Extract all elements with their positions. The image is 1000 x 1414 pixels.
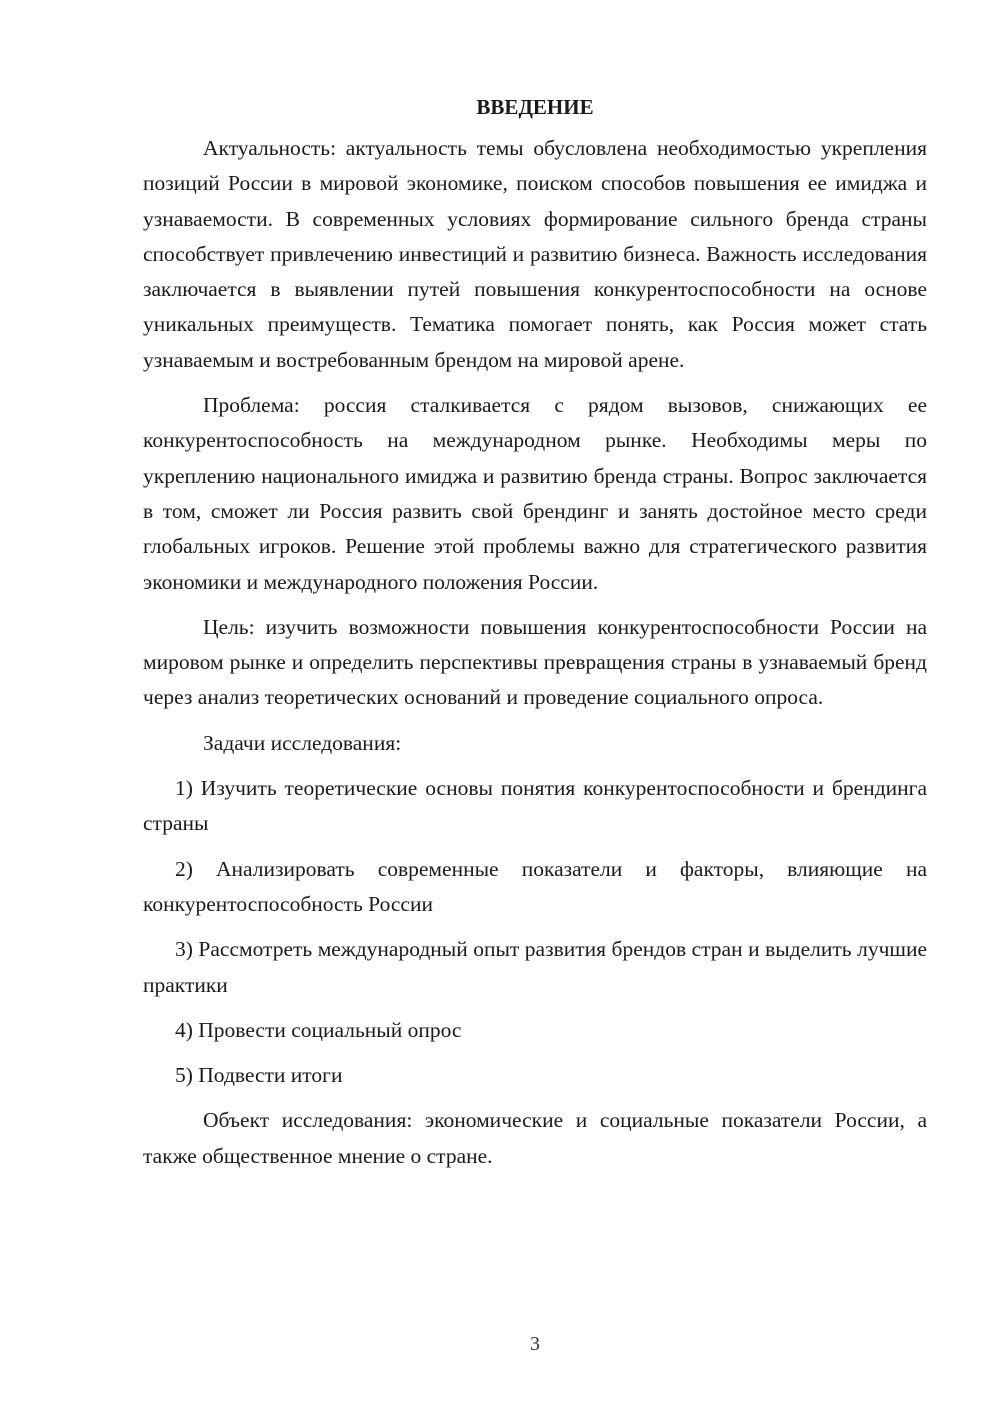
- document-page: [143, 90, 927, 1184]
- task-item-4: 4) Провести социальный опрос: [175, 1017, 462, 1042]
- section-heading: ВВЕДЕНИЕ: [476, 95, 594, 119]
- paragraph-problem: Проблема: россия сталкивается с рядом вызовов, снижающих ее конкурентоспособность на международном рынке. Необходимы меры по укреплению национального имиджа и развитию бренда страны. Вопрос заключается в том, сможет ли Россия развить свой брендинг и занять достойное место среди глобальных игроков. Решение этой проблемы важно для стратегического развития экономики и международного положения России.: [143, 393, 927, 594]
- task-item-3: 3) Рассмотреть международный опыт развития брендов стран и выделить лучшие практики: [143, 937, 927, 997]
- task-item-2: 2) Анализировать современные показатели и факторы, влияющие на конкурентоспособность России: [143, 856, 927, 916]
- task-item-5: 5) Подвести итоги: [175, 1063, 343, 1088]
- tasks-title: Задачи исследования:: [203, 730, 402, 755]
- tasks-list: [143, 771, 927, 1093]
- paragraph-goal: Цель: изучить возможности повышения конкурентоспособности России на мировом рынке и определить перспективы превращения страны в узнаваемый бренд через анализ теоретических оснований и проведение социального опроса.: [143, 614, 927, 710]
- task-item-1: 1) Изучить теоретические основы понятия конкурентоспособности и брендинга страны: [143, 776, 927, 836]
- paragraph-relevance: Актуальность: актуальность темы обусловлена необходимостью укрепления позиций России в мировой экономике, поиском способов повышения ее имиджа и узнаваемости. В современных условиях формирование сильного бренда страны способствует привлечению инвестиций и развитию бизнеса. Важность исследования заключается в выявлении путей повышения конкурентоспособности на основе уникальных преимуществ. Тематика помогает понять, как Россия может стать узнаваемым и востребованным брендом на мировой арене.: [143, 136, 927, 372]
- paragraph-object: Объект исследования: экономические и социальные показатели России, а также общественное мнение о стране.: [143, 1108, 927, 1168]
- page-number: 3: [530, 1333, 540, 1355]
